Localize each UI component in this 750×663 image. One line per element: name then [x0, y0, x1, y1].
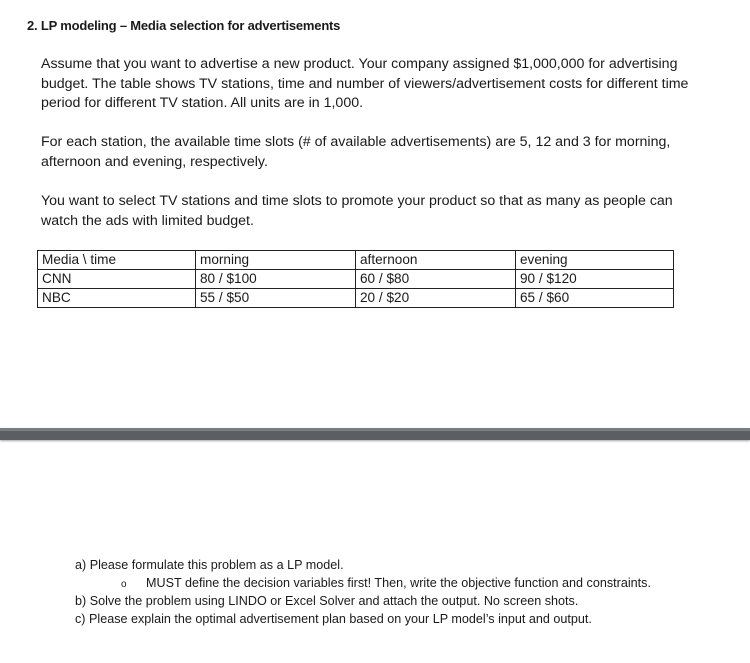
media-table: [37, 250, 674, 308]
table-cell: 55 / $50: [196, 289, 356, 308]
header-cell: evening: [516, 251, 674, 270]
table-cell: CNN: [38, 270, 196, 289]
header-cell: morning: [196, 251, 356, 270]
section-heading: 2. LP modeling – Media selection for advertisements: [27, 18, 341, 33]
bullet-text: MUST define the decision variables first! Then, write the objective function and constraints.: [146, 576, 651, 590]
question-a-bullet: [121, 574, 750, 594]
table-cell: 80 / $100: [196, 270, 356, 289]
table-row: [38, 289, 674, 308]
page-break-divider: [0, 428, 750, 440]
question-a: a) Please formulate this problem as a LP model.: [75, 558, 344, 572]
header-cell: Media \ time: [38, 251, 196, 270]
bullet-icon: o: [121, 579, 127, 590]
goal-paragraph: You want to select TV stations and time slots to promote your product so that as many as people can watch the ads with limited budget.: [41, 193, 673, 229]
table-cell: 20 / $20: [356, 289, 516, 308]
table-cell: 60 / $80: [356, 270, 516, 289]
table-cell: 90 / $120: [516, 270, 674, 289]
table-row: [38, 270, 674, 289]
table-cell: NBC: [38, 289, 196, 308]
question-b: b) Solve the problem using LINDO or Excel Solver and attach the output. No screen shots.: [75, 594, 579, 608]
question-c: c) Please explain the optimal advertisement plan based on your LP model’s input and output.: [75, 612, 592, 626]
time-slots-paragraph: For each station, the available time slots (# of available advertisements) are 5, 12 and 3 for morning, afternoon and evening, respectively.: [41, 134, 671, 170]
table-cell: 65 / $60: [516, 289, 674, 308]
header-cell: afternoon: [356, 251, 516, 270]
budget-paragraph: Assume that you want to advertise a new product. Your company assigned $1,000,000 for advertising budget. The table shows TV stations, time and number of viewers/advertisement costs for different time period for different TV station. All units are in 1,000.: [41, 56, 689, 111]
table-header-row: [38, 251, 674, 270]
